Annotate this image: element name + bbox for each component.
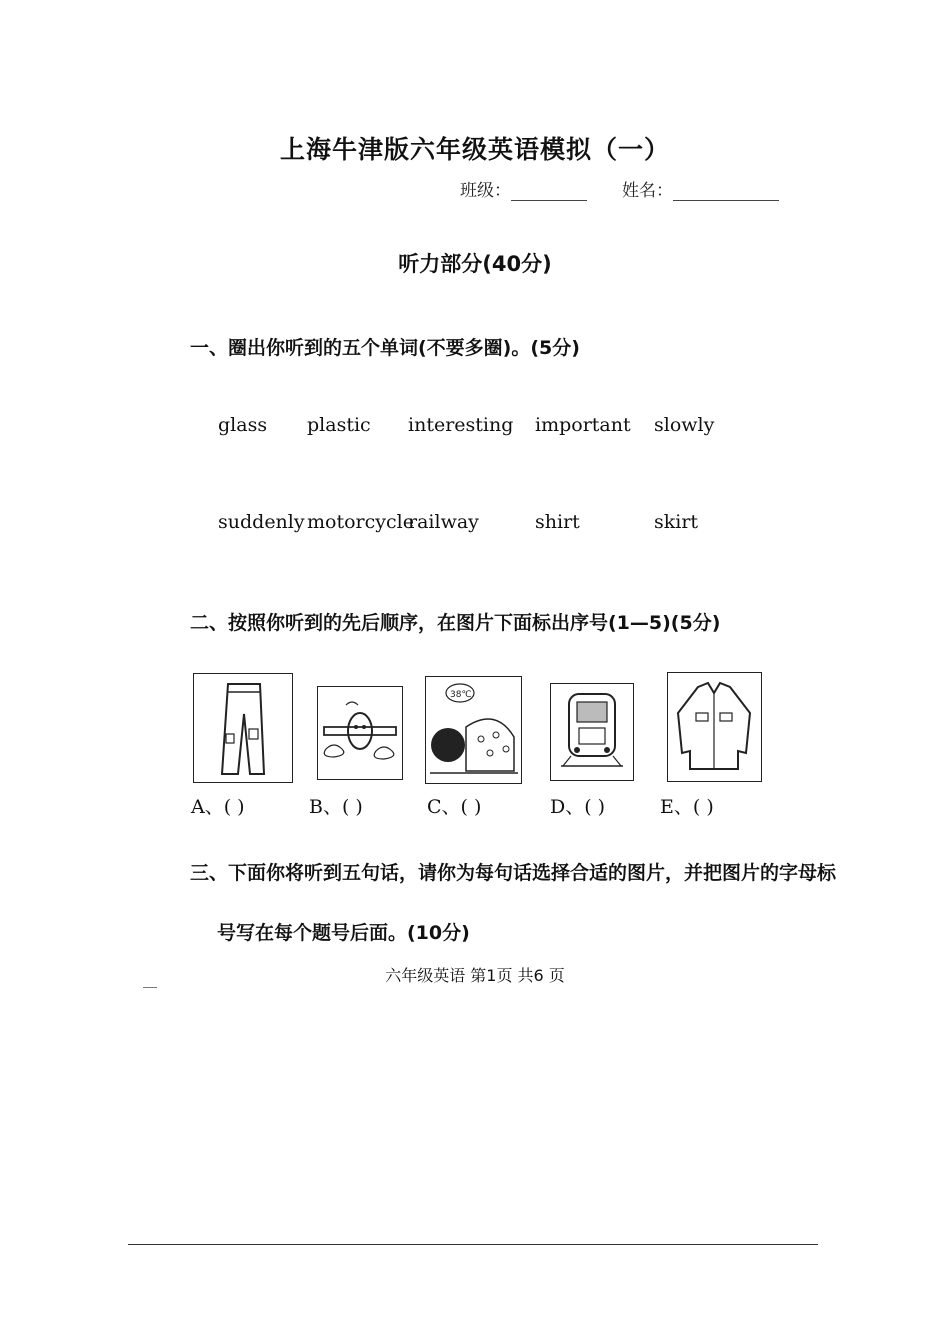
class-label: 班级： xyxy=(460,181,511,201)
page-footer: 六年级英语 第1页 共6 页 xyxy=(385,966,565,985)
word-item: railway xyxy=(408,511,479,533)
word-item: shirt xyxy=(535,511,580,533)
word-item: glass xyxy=(218,414,268,436)
sick-girl-icon xyxy=(426,677,521,783)
name-label: 姓名： xyxy=(622,181,673,201)
bottom-divider xyxy=(128,1244,818,1245)
option-d: D、( ) xyxy=(550,796,606,818)
section-title: 听力部分(40分) xyxy=(398,252,552,276)
option-e: E、( ) xyxy=(660,796,714,818)
train-picture xyxy=(550,683,634,781)
trousers-picture xyxy=(193,673,293,783)
class-blank xyxy=(511,184,587,201)
class-field xyxy=(460,176,587,201)
option-b: B、( ) xyxy=(309,796,363,818)
thermometer-reading: 38℃ xyxy=(450,690,472,700)
question-3-line-1: 三、下面你将听到五句话，请你为每句话选择合适的图片，并把图片的字母标 xyxy=(190,862,837,884)
scan-mark xyxy=(143,987,157,988)
name-field xyxy=(622,176,779,201)
option-c: C、( ) xyxy=(427,796,482,818)
word-item: slowly xyxy=(654,414,715,436)
sick-girl-picture xyxy=(425,676,522,784)
word-item: suddenly xyxy=(218,511,305,533)
jacket-picture xyxy=(667,672,762,782)
airplane-icon xyxy=(318,687,402,779)
question-1: 一、圈出你听到的五个单词(不要多圈)。(5分) xyxy=(190,337,580,359)
word-item: important xyxy=(535,414,631,436)
word-item: plastic xyxy=(307,414,371,436)
word-item: motorcycle xyxy=(307,511,414,533)
train-icon xyxy=(551,684,633,780)
name-blank xyxy=(673,184,779,201)
airplane-picture xyxy=(317,686,403,780)
jacket-icon xyxy=(668,673,761,781)
question-3-line-2: 号写在每个题号后面。(10分) xyxy=(217,922,470,944)
page-title: 上海牛津版六年级英语模拟（一） xyxy=(279,135,670,164)
word-item: interesting xyxy=(408,414,514,436)
word-item: skirt xyxy=(654,511,699,533)
trousers-icon xyxy=(194,674,292,782)
option-a: A、( ) xyxy=(191,796,245,818)
question-2: 二、按照你听到的先后顺序，在图片下面标出序号(1—5)(5分) xyxy=(190,612,721,634)
